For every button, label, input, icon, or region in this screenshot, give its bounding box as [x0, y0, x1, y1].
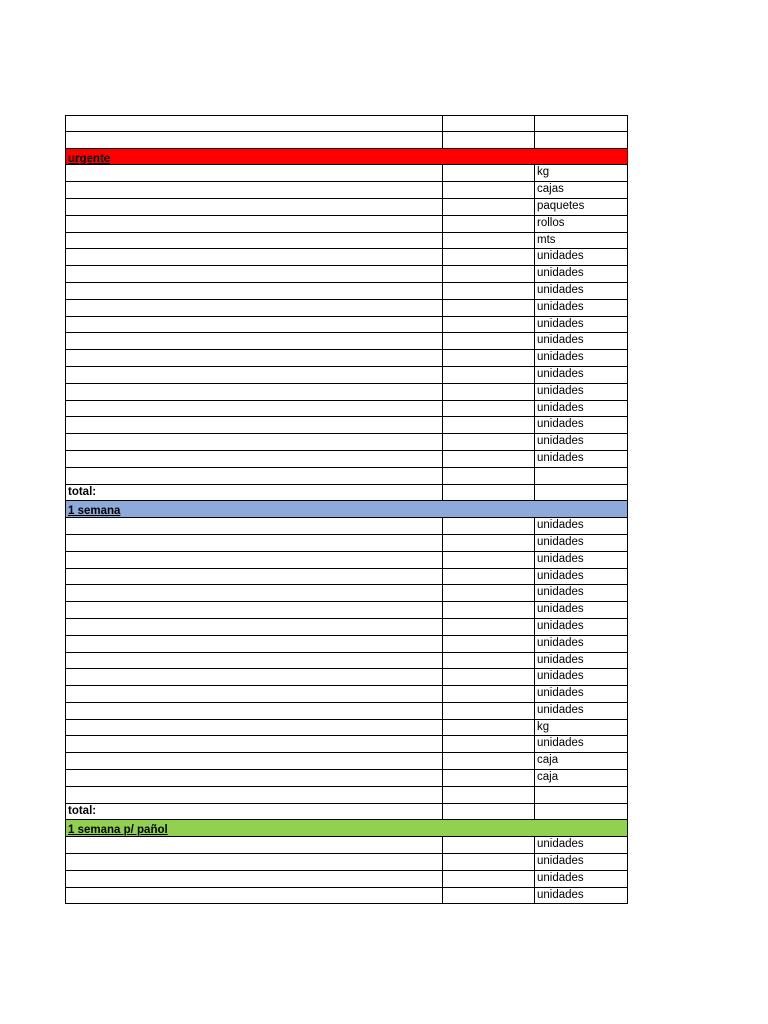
quantity-cell[interactable] — [443, 837, 535, 854]
unit-cell[interactable]: unidades — [535, 283, 628, 300]
quantity-cell[interactable] — [443, 669, 535, 686]
quantity-cell[interactable] — [443, 736, 535, 753]
unit-cell[interactable]: unidades — [535, 417, 628, 434]
unit-cell[interactable]: unidades — [535, 569, 628, 586]
quantity-cell[interactable] — [443, 720, 535, 737]
item-cell[interactable] — [65, 720, 443, 737]
table-row — [65, 518, 628, 535]
item-cell[interactable] — [65, 703, 443, 720]
quantity-cell[interactable] — [443, 569, 535, 586]
quantity-cell[interactable] — [443, 753, 535, 770]
item-cell[interactable] — [65, 669, 443, 686]
quantity-cell[interactable] — [443, 283, 535, 300]
item-cell[interactable] — [65, 753, 443, 770]
item-cell[interactable] — [65, 199, 443, 216]
item-cell[interactable] — [65, 535, 443, 552]
unit-cell[interactable] — [535, 485, 628, 502]
table-row — [65, 165, 628, 182]
item-cell[interactable] — [65, 182, 443, 199]
table-row — [65, 249, 628, 266]
quantity-cell[interactable] — [443, 602, 535, 619]
quantity-cell[interactable] — [443, 317, 535, 334]
unit-cell[interactable]: unidades — [535, 249, 628, 266]
unit-cell[interactable]: unidades — [535, 686, 628, 703]
unit-cell[interactable]: unidades — [535, 871, 628, 888]
item-cell[interactable] — [65, 787, 443, 804]
item-cell[interactable] — [65, 300, 443, 317]
section-title: 1 semana — [68, 505, 121, 518]
unit-cell[interactable]: unidades — [535, 653, 628, 670]
unit-cell[interactable] — [535, 115, 628, 132]
unit-cell[interactable]: unidades — [535, 585, 628, 602]
unit-cell[interactable]: unidades — [535, 703, 628, 720]
table-row — [65, 602, 628, 619]
quantity-cell[interactable] — [443, 216, 535, 233]
quantity-cell[interactable] — [443, 165, 535, 182]
item-cell[interactable] — [65, 736, 443, 753]
unit-cell[interactable]: unidades — [535, 350, 628, 367]
item-cell[interactable] — [65, 468, 443, 485]
unit-cell[interactable]: unidades — [535, 636, 628, 653]
table-row — [65, 300, 628, 317]
item-cell[interactable] — [65, 165, 443, 182]
item-cell[interactable] — [65, 619, 443, 636]
quantity-cell[interactable] — [443, 854, 535, 871]
item-cell[interactable] — [65, 552, 443, 569]
quantity-cell[interactable] — [443, 451, 535, 468]
unit-cell[interactable]: unidades — [535, 552, 628, 569]
unit-cell[interactable] — [535, 804, 628, 821]
unit-cell[interactable]: unidades — [535, 300, 628, 317]
table-row — [65, 653, 628, 670]
table-row — [65, 367, 628, 384]
unit-cell[interactable]: cajas — [535, 182, 628, 199]
unit-cell[interactable]: unidades — [535, 384, 628, 401]
item-cell[interactable] — [65, 115, 443, 132]
table-row — [65, 569, 628, 586]
item-cell[interactable] — [65, 653, 443, 670]
table-row — [65, 703, 628, 720]
item-cell[interactable] — [65, 451, 443, 468]
table-row — [65, 317, 628, 334]
quantity-cell[interactable] — [443, 333, 535, 350]
blank-row — [65, 132, 628, 149]
section-header — [65, 149, 628, 166]
quantity-cell[interactable] — [443, 636, 535, 653]
section-header — [65, 501, 628, 518]
quantity-cell[interactable] — [443, 417, 535, 434]
quantity-cell[interactable] — [443, 249, 535, 266]
unit-cell[interactable]: rollos — [535, 216, 628, 233]
quantity-cell[interactable] — [443, 770, 535, 787]
item-cell[interactable] — [65, 434, 443, 451]
table-row — [65, 283, 628, 300]
unit-cell[interactable]: unidades — [535, 669, 628, 686]
table-row — [65, 451, 628, 468]
table-row — [65, 182, 628, 199]
item-cell[interactable] — [65, 585, 443, 602]
quantity-cell[interactable] — [443, 686, 535, 703]
item-cell[interactable] — [65, 266, 443, 283]
quantity-cell[interactable] — [443, 199, 535, 216]
quantity-cell[interactable] — [443, 871, 535, 888]
quantity-cell[interactable] — [443, 468, 535, 485]
quantity-cell[interactable] — [443, 787, 535, 804]
quantity-cell[interactable] — [443, 888, 535, 905]
table-row — [65, 199, 628, 216]
unit-cell[interactable]: unidades — [535, 317, 628, 334]
unit-cell[interactable]: unidades — [535, 451, 628, 468]
item-cell[interactable] — [65, 350, 443, 367]
quantity-cell[interactable] — [443, 350, 535, 367]
unit-cell[interactable]: kg — [535, 720, 628, 737]
unit-cell[interactable]: unidades — [535, 602, 628, 619]
table-row — [65, 888, 628, 905]
item-cell[interactable]: total: — [65, 485, 443, 502]
quantity-cell[interactable] — [443, 518, 535, 535]
item-cell[interactable] — [65, 770, 443, 787]
quantity-cell[interactable] — [443, 619, 535, 636]
item-cell[interactable] — [65, 249, 443, 266]
table-row — [65, 619, 628, 636]
item-cell[interactable] — [65, 283, 443, 300]
section-header — [65, 820, 628, 837]
table-row — [65, 266, 628, 283]
quantity-cell[interactable] — [443, 552, 535, 569]
unit-cell[interactable]: unidades — [535, 736, 628, 753]
quantity-cell[interactable] — [443, 266, 535, 283]
table-row — [65, 720, 628, 737]
table-row — [65, 535, 628, 552]
unit-cell[interactable]: caja — [535, 770, 628, 787]
blank-row — [65, 787, 628, 804]
unit-cell[interactable]: unidades — [535, 535, 628, 552]
unit-cell[interactable]: unidades — [535, 837, 628, 854]
table-row — [65, 770, 628, 787]
unit-cell[interactable]: kg — [535, 165, 628, 182]
section-title: urgente — [68, 152, 111, 165]
section-title: 1 semana p/ pañol — [68, 824, 168, 837]
blank-row — [65, 115, 628, 132]
quantity-cell[interactable] — [443, 535, 535, 552]
quantity-cell[interactable] — [443, 485, 535, 502]
table-row — [65, 333, 628, 350]
table-row — [65, 871, 628, 888]
unit-cell[interactable]: unidades — [535, 888, 628, 905]
quantity-cell[interactable] — [443, 233, 535, 250]
table-row — [65, 552, 628, 569]
unit-cell[interactable]: mts — [535, 233, 628, 250]
item-cell[interactable] — [65, 871, 443, 888]
unit-cell[interactable]: unidades — [535, 619, 628, 636]
quantity-cell[interactable] — [443, 653, 535, 670]
quantity-cell[interactable] — [443, 182, 535, 199]
item-cell[interactable] — [65, 384, 443, 401]
unit-cell[interactable]: unidades — [535, 518, 628, 535]
unit-cell[interactable]: unidades — [535, 434, 628, 451]
spreadsheet — [65, 115, 628, 904]
item-cell[interactable] — [65, 569, 443, 586]
table-row — [65, 434, 628, 451]
table-row — [65, 233, 628, 250]
table-row — [65, 636, 628, 653]
item-cell[interactable] — [65, 216, 443, 233]
table-row — [65, 736, 628, 753]
item-cell[interactable] — [65, 333, 443, 350]
unit-cell[interactable] — [535, 468, 628, 485]
quantity-cell[interactable] — [443, 585, 535, 602]
quantity-cell[interactable] — [443, 703, 535, 720]
quantity-cell[interactable] — [443, 300, 535, 317]
item-cell[interactable] — [65, 317, 443, 334]
item-cell[interactable] — [65, 636, 443, 653]
unit-cell[interactable]: caja — [535, 753, 628, 770]
blank-row — [65, 468, 628, 485]
quantity-cell[interactable] — [443, 115, 535, 132]
item-cell[interactable] — [65, 417, 443, 434]
table-row — [65, 753, 628, 770]
item-cell[interactable] — [65, 367, 443, 384]
unit-cell[interactable]: unidades — [535, 401, 628, 418]
unit-cell[interactable]: unidades — [535, 266, 628, 283]
table-row — [65, 686, 628, 703]
item-cell[interactable] — [65, 401, 443, 418]
item-cell[interactable]: total: — [65, 804, 443, 821]
item-cell[interactable] — [65, 837, 443, 854]
table-row — [65, 350, 628, 367]
total-row — [65, 804, 628, 821]
unit-cell[interactable]: unidades — [535, 333, 628, 350]
item-cell[interactable] — [65, 233, 443, 250]
item-cell[interactable] — [65, 132, 443, 149]
table-row — [65, 417, 628, 434]
quantity-cell[interactable] — [443, 367, 535, 384]
quantity-cell[interactable] — [443, 434, 535, 451]
item-cell[interactable] — [65, 854, 443, 871]
table-row — [65, 837, 628, 854]
quantity-cell[interactable] — [443, 132, 535, 149]
table-row — [65, 216, 628, 233]
quantity-cell[interactable] — [443, 401, 535, 418]
table-row — [65, 854, 628, 871]
unit-cell[interactable]: unidades — [535, 854, 628, 871]
table-row — [65, 585, 628, 602]
table-row — [65, 669, 628, 686]
unit-cell[interactable] — [535, 132, 628, 149]
unit-cell[interactable] — [535, 787, 628, 804]
item-cell[interactable] — [65, 518, 443, 535]
table-row — [65, 401, 628, 418]
unit-cell[interactable]: unidades — [535, 367, 628, 384]
item-cell[interactable] — [65, 602, 443, 619]
quantity-cell[interactable] — [443, 804, 535, 821]
table-row — [65, 384, 628, 401]
quantity-cell[interactable] — [443, 384, 535, 401]
item-cell[interactable] — [65, 888, 443, 905]
item-cell[interactable] — [65, 686, 443, 703]
unit-cell[interactable]: paquetes — [535, 199, 628, 216]
total-row — [65, 485, 628, 502]
